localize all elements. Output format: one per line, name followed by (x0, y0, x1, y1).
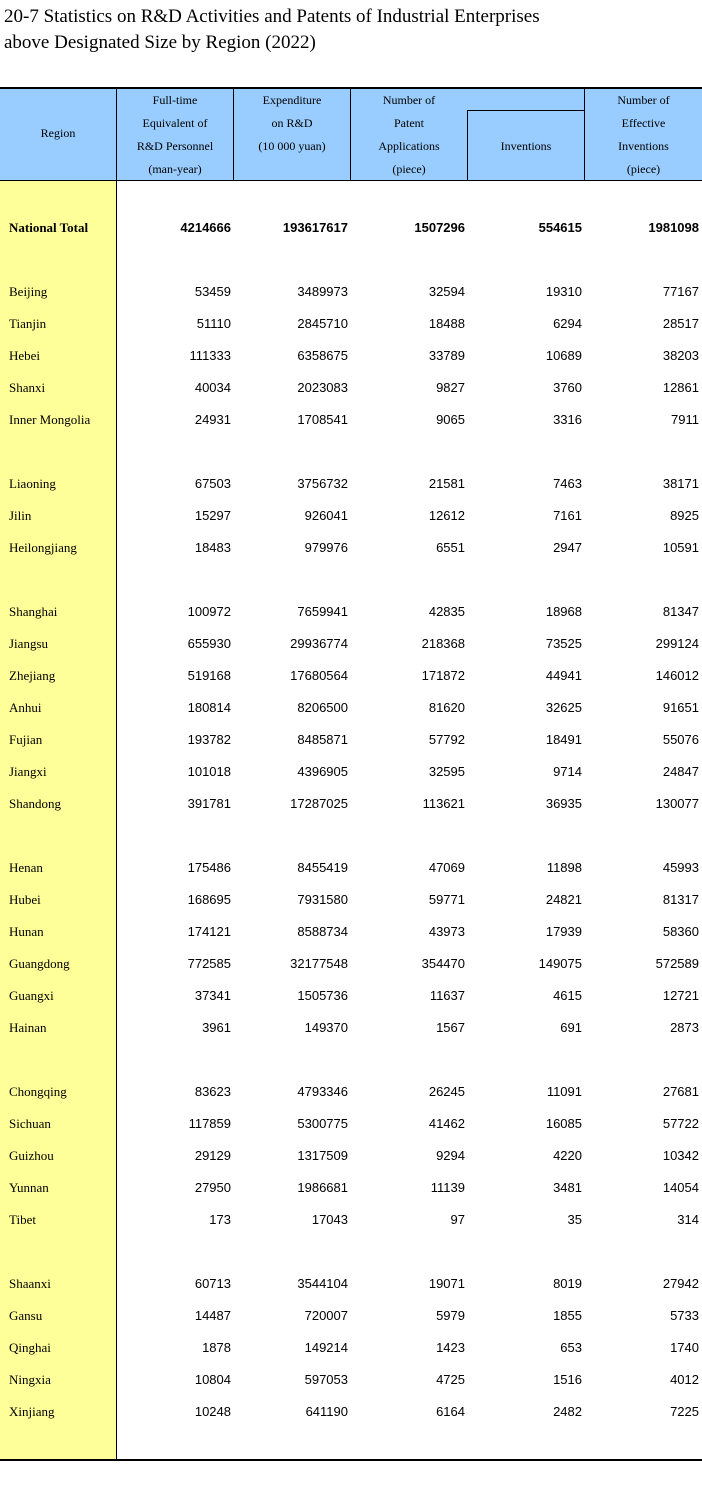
patents-cell: 59771 (428, 892, 465, 907)
inventions-cell: 10689 (545, 348, 582, 363)
fte-cell: 175486 (187, 860, 231, 875)
effective-inventions-cell: 572589 (655, 956, 699, 971)
region-cell: Shanxi (9, 380, 46, 395)
header-patents-line: (piece) (392, 162, 426, 176)
patents-cell: 6164 (436, 1404, 465, 1419)
effective-inventions-cell: 27681 (662, 1084, 699, 1099)
expenditure-cell: 4396905 (297, 764, 348, 779)
expenditure-cell: 3756732 (297, 476, 348, 491)
effective-inventions-cell: 38203 (662, 348, 699, 363)
fte-cell: 174121 (187, 924, 231, 939)
title-line-1: 20-7 Statistics on R&D Activities and Patents of Industrial Enterprises (4, 6, 540, 27)
fte-cell: 101018 (187, 764, 231, 779)
patents-cell: 1507296 (414, 220, 465, 235)
expenditure-cell: 149214 (304, 1340, 348, 1355)
table-row (0, 884, 702, 916)
header-inventions: Inventions (500, 139, 552, 153)
header-fte-line: Full-time (152, 93, 198, 107)
patents-cell: 32595 (428, 764, 465, 779)
patents-cell: 32594 (428, 284, 465, 299)
table-row (0, 1364, 702, 1396)
effective-inventions-cell: 28517 (662, 316, 699, 331)
effective-inventions-cell: 91651 (662, 700, 699, 715)
inventions-cell: 7161 (553, 508, 582, 523)
expenditure-cell: 1505736 (297, 988, 348, 1003)
patents-cell: 26245 (428, 1084, 465, 1099)
region-cell: Heilongjiang (9, 540, 77, 555)
header-patents-line: Number of (382, 93, 436, 107)
expenditure-cell: 1986681 (297, 1180, 348, 1195)
expenditure-cell: 32177548 (290, 956, 348, 971)
table-row (0, 1204, 702, 1236)
header-effective-line: Inventions (618, 139, 669, 153)
header-fte-line: (man-year) (148, 162, 202, 176)
fte-cell: 37341 (194, 988, 231, 1003)
patents-cell: 113621 (422, 796, 465, 811)
expenditure-cell: 597053 (304, 1372, 348, 1387)
table-row (0, 1268, 702, 1300)
expenditure-cell: 7659941 (297, 604, 348, 619)
fte-cell: 391781 (187, 796, 231, 811)
inventions-cell: 36935 (545, 796, 582, 811)
table-row (0, 1332, 702, 1364)
table-row (0, 1108, 702, 1140)
expenditure-cell: 3489973 (297, 284, 348, 299)
effective-inventions-cell: 5733 (670, 1308, 699, 1323)
table-row (0, 628, 702, 660)
inventions-cell: 653 (560, 1340, 582, 1355)
inventions-cell: 149075 (538, 956, 582, 971)
fte-cell: 168695 (187, 892, 231, 907)
region-cell: Jiangsu (9, 636, 48, 651)
region-cell: Beijing (9, 284, 48, 299)
patents-cell: 33789 (428, 348, 465, 363)
table-row (0, 276, 702, 308)
table-row (0, 468, 702, 500)
region-cell: Hebei (9, 348, 41, 363)
expenditure-cell: 641190 (305, 1404, 348, 1419)
header-expenditure-line: on R&D (271, 116, 313, 130)
fte-cell: 51110 (196, 316, 231, 331)
table-bottom-rule (0, 1459, 702, 1461)
inventions-cell: 24821 (545, 892, 582, 907)
inventions-cell: 11091 (546, 1084, 582, 1099)
table-row (0, 724, 702, 756)
region-cell: Chongqing (9, 1084, 67, 1099)
header-effective-line: Number of (617, 93, 670, 107)
patents-cell: 354470 (421, 956, 465, 971)
expenditure-cell: 6358675 (297, 348, 348, 363)
fte-cell: 4214666 (180, 220, 231, 235)
expenditure-cell: 8588734 (297, 924, 348, 939)
expenditure-cell: 17287025 (290, 796, 348, 811)
effective-inventions-cell: 4012 (670, 1372, 699, 1387)
inventions-cell: 35 (567, 1212, 582, 1227)
effective-inventions-cell: 45993 (662, 860, 699, 875)
effective-inventions-cell: 8925 (670, 508, 699, 523)
expenditure-cell: 5300775 (297, 1116, 348, 1131)
expenditure-cell: 926041 (304, 508, 348, 523)
patents-cell: 47069 (428, 860, 465, 875)
patents-cell: 6551 (436, 540, 465, 555)
region-cell: Ningxia (9, 1372, 51, 1387)
inventions-cell: 4615 (553, 988, 582, 1003)
expenditure-cell: 8485871 (297, 732, 348, 747)
effective-inventions-cell: 12721 (662, 988, 699, 1003)
table-row (0, 1396, 702, 1428)
table-row (0, 532, 702, 564)
effective-inventions-cell: 146012 (655, 668, 699, 683)
effective-inventions-cell: 27942 (662, 1276, 699, 1291)
fte-cell: 83623 (194, 1084, 231, 1099)
table-row (0, 372, 702, 404)
header-effective-line: Effective (621, 116, 666, 130)
expenditure-cell: 17043 (311, 1212, 348, 1227)
patents-cell: 4725 (436, 1372, 465, 1387)
patents-cell: 12612 (428, 508, 465, 523)
region-cell: Qinghai (9, 1340, 51, 1355)
header-patents-line: Patent (394, 116, 424, 130)
expenditure-cell: 2023083 (297, 380, 348, 395)
region-cell: Guangxi (9, 988, 54, 1003)
patents-cell: 9294 (436, 1148, 465, 1163)
patents-cell: 5979 (436, 1308, 465, 1323)
patents-cell: 43973 (428, 924, 465, 939)
fte-cell: 117859 (188, 1116, 231, 1131)
header-region: Region (40, 126, 76, 140)
table-row (0, 660, 702, 692)
patents-cell: 1423 (436, 1340, 465, 1355)
inventions-cell: 8019 (553, 1276, 582, 1291)
table-row-total (0, 212, 702, 244)
patents-cell: 218368 (421, 636, 465, 651)
fte-cell: 1878 (202, 1340, 231, 1355)
region-cell: Zhejiang (9, 668, 56, 683)
effective-inventions-cell: 58360 (662, 924, 699, 939)
expenditure-cell: 2845710 (297, 316, 348, 331)
fte-cell: 67503 (194, 476, 231, 491)
patents-cell: 9065 (436, 412, 465, 427)
region-cell: Henan (9, 860, 43, 875)
effective-inventions-cell: 2873 (670, 1020, 699, 1035)
table-row (0, 340, 702, 372)
patents-cell: 1567 (436, 1020, 465, 1035)
fte-cell: 27950 (194, 1180, 231, 1195)
header-effective-inventions (585, 89, 702, 181)
expenditure-cell: 1317509 (297, 1148, 348, 1163)
inventions-cell: 554615 (538, 220, 582, 235)
fte-cell: 111333 (189, 348, 231, 363)
fte-cell: 60713 (194, 1276, 231, 1291)
region-cell: Shanghai (9, 604, 58, 619)
table-row (0, 1140, 702, 1172)
effective-inventions-cell: 38171 (662, 476, 699, 491)
patents-cell: 19071 (428, 1276, 465, 1291)
inventions-cell: 2947 (553, 540, 582, 555)
header-expenditure (234, 89, 350, 158)
region-cell: Tianjin (9, 316, 47, 331)
patents-cell: 41462 (428, 1116, 465, 1131)
header-expenditure-line: (10 000 yuan) (258, 139, 326, 153)
table-row (0, 916, 702, 948)
fte-cell: 10804 (194, 1372, 231, 1387)
table-row (0, 308, 702, 340)
inventions-cell: 18968 (545, 604, 582, 619)
effective-inventions-cell: 57722 (662, 1116, 699, 1131)
expenditure-cell: 29936774 (290, 636, 348, 651)
expenditure-cell: 7931580 (297, 892, 348, 907)
inventions-cell: 73525 (545, 636, 582, 651)
table-row (0, 852, 702, 884)
fte-cell: 772585 (187, 956, 231, 971)
header-fte-line: R&D Personnel (136, 139, 214, 153)
region-cell: Yunnan (9, 1180, 49, 1195)
effective-inventions-cell: 14054 (662, 1180, 699, 1195)
inventions-cell: 44941 (545, 668, 582, 683)
region-cell: Gansu (9, 1308, 43, 1323)
effective-inventions-cell: 314 (677, 1212, 699, 1227)
fte-cell: 15297 (194, 508, 231, 523)
effective-inventions-cell: 12861 (662, 380, 699, 395)
region-cell: Anhui (9, 700, 42, 715)
header-expenditure-line: Expenditure (262, 93, 322, 107)
expenditure-cell: 8455419 (297, 860, 348, 875)
inventions-cell: 17939 (545, 924, 582, 939)
fte-cell: 40034 (194, 380, 231, 395)
region-cell: Hunan (9, 924, 44, 939)
inventions-cell: 691 (560, 1020, 582, 1035)
table-row (0, 692, 702, 724)
table-row (0, 1300, 702, 1332)
fte-cell: 24931 (194, 412, 231, 427)
header-effective-line: (piece) (626, 162, 661, 176)
patents-cell: 11139 (430, 1180, 465, 1195)
patents-cell: 9827 (436, 380, 465, 395)
expenditure-cell: 4793346 (297, 1084, 348, 1099)
effective-inventions-cell: 299124 (655, 636, 699, 651)
region-cell: Fujian (9, 732, 43, 747)
region-cell: Xinjiang (9, 1404, 55, 1419)
table-row (0, 1172, 702, 1204)
table-row (0, 756, 702, 788)
fte-cell: 655930 (187, 636, 231, 651)
effective-inventions-cell: 55076 (662, 732, 699, 747)
patents-cell: 21581 (428, 476, 465, 491)
inventions-cell: 16085 (545, 1116, 582, 1131)
table-row (0, 980, 702, 1012)
table-row (0, 788, 702, 820)
region-cell: Inner Mongolia (9, 412, 91, 427)
inventions-cell: 3760 (553, 380, 582, 395)
region-cell: Guizhou (9, 1148, 54, 1163)
table-row (0, 948, 702, 980)
inventions-cell: 7463 (553, 476, 582, 491)
table-row (0, 404, 702, 436)
region-cell: Shandong (9, 796, 61, 811)
effective-inventions-cell: 1981098 (648, 220, 699, 235)
title-line-2: above Designated Size by Region (2022) (4, 32, 316, 53)
region-cell: Jilin (9, 508, 32, 523)
effective-inventions-cell: 81347 (662, 604, 699, 619)
patents-cell: 57792 (428, 732, 465, 747)
fte-cell: 3961 (202, 1020, 231, 1035)
expenditure-cell: 149370 (304, 1020, 348, 1035)
region-cell: Liaoning (9, 476, 56, 491)
patents-cell: 42835 (428, 604, 465, 619)
table-row (0, 596, 702, 628)
patent-subheader-rule (467, 110, 585, 111)
fte-cell: 53459 (194, 284, 231, 299)
inventions-cell: 3316 (553, 412, 582, 427)
inventions-cell: 1855 (553, 1308, 582, 1323)
inventions-cell: 2482 (553, 1404, 582, 1419)
inventions-cell: 9714 (553, 764, 582, 779)
region-cell: Hubei (9, 892, 41, 907)
region-cell: Shaanxi (9, 1276, 51, 1291)
patents-cell: 18488 (428, 316, 465, 331)
fte-cell: 519168 (187, 668, 231, 683)
inventions-cell: 18491 (545, 732, 582, 747)
effective-inventions-cell: 130077 (655, 796, 699, 811)
fte-cell: 180814 (187, 700, 231, 715)
inventions-cell: 3481 (553, 1180, 582, 1195)
effective-inventions-cell: 7225 (670, 1404, 699, 1419)
fte-cell: 14487 (194, 1308, 231, 1323)
effective-inventions-cell: 77167 (662, 284, 699, 299)
effective-inventions-cell: 24847 (662, 764, 699, 779)
header-fte-line: Equivalent of (142, 116, 208, 130)
effective-inventions-cell: 1740 (670, 1340, 699, 1355)
effective-inventions-cell: 81317 (662, 892, 699, 907)
table-row (0, 500, 702, 532)
fte-cell: 173 (209, 1212, 231, 1227)
effective-inventions-cell: 7911 (671, 412, 699, 427)
inventions-cell: 32625 (545, 700, 582, 715)
fte-cell: 29129 (194, 1148, 231, 1163)
patents-cell: 81620 (428, 700, 465, 715)
region-cell: National Total (9, 220, 89, 235)
fte-cell: 10248 (194, 1404, 231, 1419)
inventions-cell: 1516 (553, 1372, 582, 1387)
fte-cell: 193782 (187, 732, 231, 747)
fte-cell: 100972 (187, 604, 231, 619)
expenditure-cell: 1708541 (297, 412, 348, 427)
table-row (0, 1076, 702, 1108)
region-cell: Sichuan (9, 1116, 51, 1131)
expenditure-cell: 17680564 (290, 668, 348, 683)
region-cell: Hainan (9, 1020, 47, 1035)
effective-inventions-cell: 10591 (662, 540, 699, 555)
inventions-cell: 11898 (546, 860, 582, 875)
header-patents (351, 89, 467, 181)
region-cell: Jiangxi (9, 764, 47, 779)
table-title (4, 4, 694, 56)
region-cell: Tibet (9, 1212, 36, 1227)
region-cell: Guangdong (9, 956, 70, 971)
expenditure-cell: 193617617 (282, 220, 348, 235)
table-row (0, 1012, 702, 1044)
expenditure-cell: 720007 (304, 1308, 348, 1323)
header-patents-line: Applications (378, 139, 440, 153)
fte-cell: 18483 (194, 540, 231, 555)
inventions-cell: 6294 (553, 316, 582, 331)
inventions-cell: 19310 (545, 284, 582, 299)
expenditure-cell: 3544104 (297, 1276, 348, 1291)
patents-cell: 11637 (429, 988, 465, 1003)
inventions-cell: 4220 (553, 1148, 582, 1163)
header-fte (117, 89, 233, 181)
expenditure-cell: 8206500 (297, 700, 348, 715)
effective-inventions-cell: 10342 (662, 1148, 699, 1163)
expenditure-cell: 979976 (304, 540, 348, 555)
patents-cell: 171872 (421, 668, 465, 683)
patents-cell: 97 (450, 1212, 465, 1227)
